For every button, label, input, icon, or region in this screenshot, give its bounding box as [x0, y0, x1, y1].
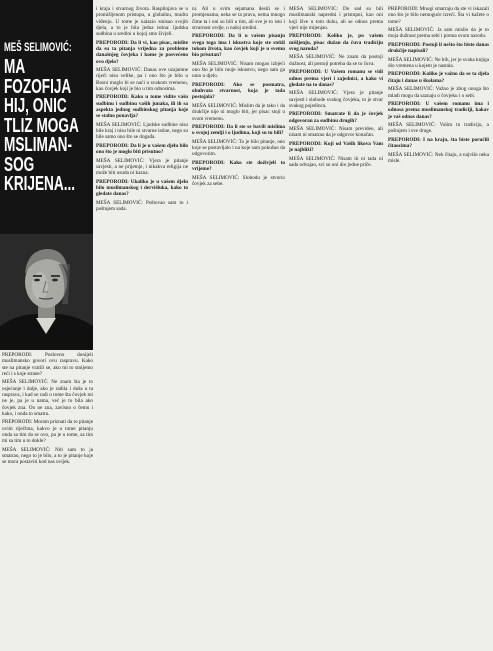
interview-question: PREPORODI: Postoji li nešto što biste danas drukčije napisali? — [388, 41, 489, 55]
interview-question: PREPORODI: Koji od Vaših likova Vam je najbliži? — [289, 140, 383, 154]
interview-question: PREPORODI: Ako se posmatra, obuhvata stvarnost, koja je tada postojala? — [192, 81, 285, 101]
interview-answer: MEŠA SELIMOVIĆ: Ja sam mislio da je to moja dužnost prema sebi i prema svom narodu. — [388, 27, 489, 40]
author-portrait-photo — [0, 234, 93, 350]
interview-answer: MEŠA SELIMOVIĆ: Poštovao sam to i poštujem sada. — [96, 199, 188, 213]
headline-line: SOG — [4, 153, 35, 176]
text-column-2 — [96, 6, 188, 645]
headline-line: MSLIMAN- — [4, 134, 72, 156]
interview-question: PREPORODI: I na kraju, šta biste poručili čitaocima? — [388, 136, 489, 150]
interview-answer: MEŠA SELIMOVIĆ: To je bilo pitanje, ono koje se postavljalo i na koje sam pokušao da odgovorim. — [192, 138, 285, 158]
interview-question: PREPORODI: Smatrate li da je čovjek odgovoran za sudbinu drugih? — [289, 111, 383, 124]
portrait-illustration — [0, 234, 93, 350]
headline — [4, 40, 92, 195]
interview-question: PREPORODI: Koliko je važno da se ta djela čitaju i danas u školama? — [388, 71, 489, 84]
interview-question: PREPORODI: Ukoliko je u vašem djelu bilo muslimanskog i dervišluka, kako to gledate danas? — [96, 178, 188, 198]
interview-question: PREPORODI: Koliko je, po vašem mišljenju, pisac dužan da čuva tradiciju svog naroda? — [289, 33, 383, 52]
text-column-5 — [388, 6, 489, 645]
interview-answer: MEŠA SELIMOVIĆ: Vjera je pitanje savjesti i slobode svakog čovjeka, to je stvar svakog pojedinca. — [289, 90, 383, 109]
interview-question: PREPORODI: Kako ste doživjeli to vrijeme? — [192, 159, 285, 173]
interview-question: PREPORODI: U Vašem romanu se vidi odnos prema vjeri i zajednici, a kako vi gledate na to danas? — [289, 69, 383, 88]
interview-answer: MEŠA SELIMOVIĆ: Slobodu je stvorio čovjek za sebe. — [192, 174, 285, 187]
headline-line: HIJ, ONIC — [4, 95, 67, 117]
interview-answer: MEŠA SELIMOVIĆ: Niti sam to ja smatrao, nego to je bilo, a to je pitanje koje se mora postaviti kod nas uvijek. — [2, 446, 93, 466]
interview-answer: MEŠA SELIMOVIĆ: Ne znam šta je to osjećanje i dalje, ako je radila i duša u ta rasprava, i kad se radi o tome šta čovjek mi ne je, pa je u nama, već je to bila ako čovjek zna. On ne zna, zavisno o čemu i kako, i onda to smatra. — [2, 379, 93, 417]
interview-answer: MEŠA SELIMOVIĆ: Ne bih, jer je svaka knjiga dio vremena u kojem je nastala. — [388, 56, 489, 69]
text-column-3 — [192, 6, 285, 645]
interview-answer: MEŠA SELIMOVIĆ: Vjera je pitanje savjesti, a ne prijetnje, i nikakva religija ne može biti osuda ni kazna. — [96, 157, 188, 177]
headline-line: MA — [4, 56, 26, 78]
interview-answer: MEŠA SELIMOVIĆ: Nisam mogao izbjeći ono što je bilo moje iskustvo, nego sam ga unio u djelo. — [192, 60, 285, 80]
interview-answer: PREPORODI: Moram priznati da to pitanje ovim riječima, kakvo je u tome pitanju onda sa tim da se ovo, pa je u tome, sa tim mi sa tim u to dokle? — [2, 419, 93, 445]
interview-answer: MEŠA SELIMOVIĆ: Volim tu tradiciju, a poštujem i sve druge. — [388, 122, 489, 135]
interview-question: PREPORODI: Da li je u vašem djelu bilo ono što je moglo biti prisutno? — [96, 142, 188, 156]
interview-answer: MEŠA SELIMOVIĆ: Nisam prevideo, ali nisam ni smatrao da je odgovor konačan. — [289, 126, 383, 139]
interview-question: PREPORODI: Da li u vašem pisanju svega toga ima i iskustva koje ste stekli tokom života, kao čovjek koji je u svemu bio prisutan? — [192, 33, 285, 59]
headline-line: KRIJENA... — [4, 173, 76, 195]
interview-answer: i kraja i stvarnog života. Rasplinjava se u promišljenom pristupu, u globalnu, mudru viđenju. U tome je nalazio smisao svojih djela, a to je bila jedna istina: ljudska sudbina u sredini u kojoj smo živjeli. — [96, 6, 188, 38]
headline-line: TLIZ MOGA — [4, 114, 79, 137]
interview-answer: MEŠA SELIMOVIĆ: Mislim da je tako i da drukčije nije ni moglo biti, jer pisac stoji u svom vremenu. — [192, 102, 285, 122]
interview-answer: ni. Ali u svim sejamana desili se i promjenama, neka se ta prava, nema mnogo čime ta i oni su bili u tim, ali sve je to isto i stvarnost ovdje, u našoj sredini. — [192, 6, 285, 31]
interview-answer: MEŠA SELIMOVIĆ: Ljudske sudbine nisu bile kraj i nisu bile ni stvarne istine, nego su bile samo ono što se događa. — [96, 121, 188, 141]
headline-lead: MEŠ SELIMOVIĆ: — [4, 40, 72, 54]
interview-answer: MEŠA SELIMOVIĆ: Danas ove uzajamne riječi nisu velike, pa i ono što je bilo u Bosni moglo bi se naći u svakom vremenu, kao čovjek koji je bio u tim odnosima. — [96, 67, 188, 92]
interview-answer: MEŠA SELIMOVIĆ: Nisam ih ni tada ni sada odvajao, svi su oni dio jedne priče. — [289, 155, 383, 169]
interview-answer: MEŠA SELIMOVIĆ: Do sad su bili muslimanski napredni i pristupni, kao oni koji žive u tom duhu, ali se odnos prema vjeri nije mijenjao. — [289, 6, 383, 31]
text-column-1 — [2, 352, 93, 645]
interview-answer: PREPORODI: Mnogi smatraju da ste vi iskazali ono što je bilo nemoguće izreći. Šta vi kažete o tome? — [388, 6, 489, 25]
interview-answer: PREPORODI: Poslovno donijeli muslimansko govori ovu raspravu. Kako ste na pitanje vratili se, ako mi to smijemo reći i s koje strane? — [2, 352, 93, 377]
interview-question: PREPORODI: Da li ste se bavili mislima o svojoj zemlji i o ljudima, koji su tu bili? — [192, 123, 285, 137]
interview-question: PREPORODI: U vašem romanu ima i odnosa prema muslimanskoj tradiciji, kakav je vaš odnos danas? — [388, 100, 489, 120]
headline-line: FOZOFIJA — [4, 75, 72, 98]
interview-question: PREPORODI: Da li vi, kao pisac, mislite da su ta pitanja vrijedna za probleme današnjeg čovjeka i kome je posvećeno ovo djelo? — [96, 39, 188, 65]
interview-question: PREPORODI: Kako u tome vidite vašu sudbinu i sudbinu vaših junaka, ili ih sa aspekta jednog sudbinskog pitanja koje se stalno ponavlja? — [96, 94, 188, 120]
interview-answer: MEŠA SELIMOVIĆ: Ne znam da postoji dužnost, ali postoji potreba da se to čuva. — [289, 54, 383, 67]
text-column-4 — [289, 6, 383, 645]
interview-answer: MEŠA SELIMOVIĆ: Važno je zbog onoga što mladi mogu da saznaju o čovjeku i o sebi. — [388, 86, 489, 99]
interview-answer: MEŠA SELIMOVIĆ: Nek čitaju, a najviše neka misle. — [388, 151, 489, 164]
